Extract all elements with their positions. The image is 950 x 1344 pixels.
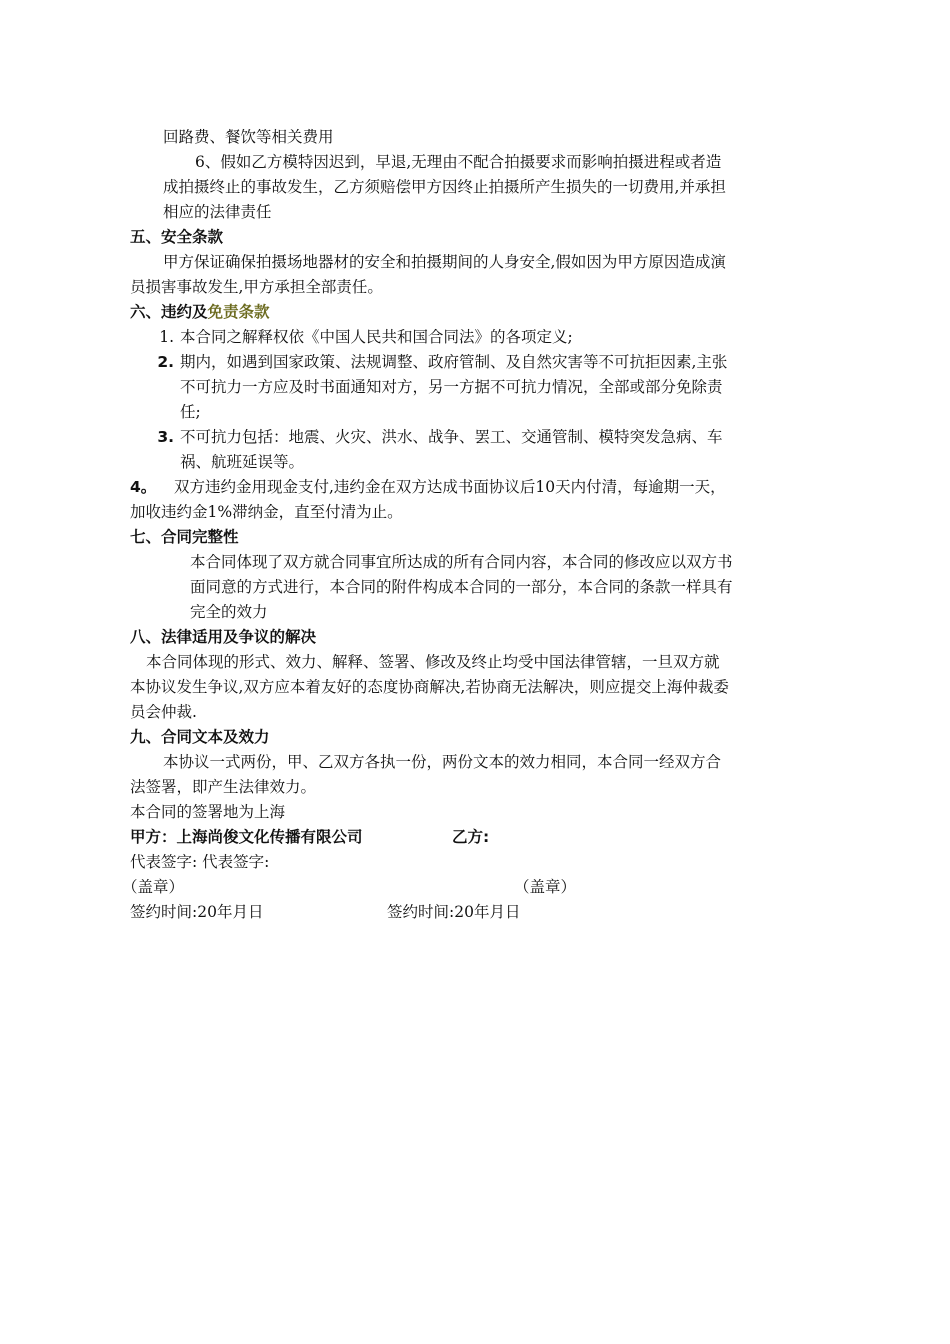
- section6-item4: [130, 475, 726, 499]
- item3-line2: 祸、航班延误等。: [180, 453, 305, 471]
- party-a-seal: （盖章）: [122, 878, 185, 896]
- item4-number: 4。: [130, 478, 157, 496]
- party-a-sign-date: 签约时间:20年月日: [130, 903, 264, 921]
- signing-place: 本合同的签署地为上海: [130, 803, 286, 821]
- section8-body-line2: 本协议发生争议,双方应本着友好的态度协商解决,若协商无法解决，则应提交上海仲裁委: [130, 678, 729, 696]
- section7-heading: 七、合同完整性: [130, 528, 239, 546]
- item4-line2: 加收违约金1%滞纳金，直至付清为止。: [130, 503, 403, 521]
- section6-heading-part2: 免责条款: [207, 303, 270, 321]
- item3-number: 3.: [157, 428, 174, 446]
- section7-body-line2: 面同意的方式进行，本合同的附件构成本合同的一部分，本合同的条款一样具有: [190, 578, 733, 596]
- section7-body-line3: 完全的效力: [190, 603, 268, 621]
- section9-body-line2: 法签署，即产生法律效力。: [130, 778, 317, 796]
- section5-heading: 五、安全条款: [130, 228, 224, 246]
- item1-text: 本合同之解释权依《中国人民共和国合同法》的各项定义;: [180, 328, 573, 346]
- section6-heading: [130, 300, 270, 324]
- item6-line3: 相应的法律责任: [163, 203, 272, 221]
- party-b-sign-date: 签约时间:20年月日: [387, 903, 521, 921]
- item2-line1: 期内，如遇到国家政策、法规调整、政府管制、及自然灾害等不可抗拒因素,主张: [180, 353, 728, 371]
- item6-line1: 6、假如乙方模特因迟到，早退,无理由不配合拍摄要求而影响拍摄进程或者造: [195, 153, 722, 171]
- section8-heading: 八、法律适用及争议的解决: [130, 628, 317, 646]
- item1-number: 1.: [159, 328, 174, 346]
- section6-item1: [148, 325, 573, 349]
- representative-signature-labels: 代表签字: 代表签字:: [130, 853, 270, 871]
- section9-body-line1: 本协议一式两份，甲、乙双方各执一份，两份文本的效力相同，本合同一经双方合: [163, 753, 722, 771]
- item2-number: 2.: [157, 353, 174, 371]
- section7-body-line1: 本合同体现了双方就合同事宜所达成的所有合同内容，本合同的修改应以双方书: [190, 553, 733, 571]
- party-b-label: 乙方:: [452, 828, 490, 846]
- section8-body-line1: 本合同体现的形式、效力、解释、签署、修改及终止均受中国法律管辖，一旦双方就: [146, 653, 720, 671]
- item2-line3: 任;: [180, 403, 201, 421]
- item3-line1: 不可抗力包括：地震、火灾、洪水、战争、罢工、交通管制、模特突发急病、车: [180, 428, 723, 446]
- section5-body-line2: 员损害事故发生,甲方承担全部责任。: [130, 278, 383, 296]
- party-b-seal: （盖章）: [514, 878, 577, 896]
- section6-item3: [148, 425, 723, 449]
- item4-line1: 双方违约金用现金支付,违约金在双方达成书面协议后10天内付清，每逾期一天，: [174, 478, 726, 496]
- section6-heading-part1: 六、违约及: [130, 303, 208, 321]
- section8-body-line3: 员会仲裁.: [130, 703, 197, 721]
- party-a-name: 甲方：上海尚俊文化传播有限公司: [130, 828, 363, 846]
- section9-heading: 九、合同文本及效力: [130, 728, 270, 746]
- item2-line2: 不可抗力一方应及时书面通知对方，另一方据不可抗力情况，全部或部分免除责: [180, 378, 723, 396]
- item6-line2: 成拍摄终止的事故发生，乙方须赔偿甲方因终止拍摄所产生损失的一切费用,并承担: [163, 178, 726, 196]
- section5-body-line1: 甲方保证确保拍摄场地器材的安全和拍摄期间的人身安全,假如因为甲方原因造成演: [163, 253, 726, 271]
- section6-item2: [148, 350, 727, 374]
- section4-tail-line: 回路费、餐饮等相关费用: [163, 128, 334, 146]
